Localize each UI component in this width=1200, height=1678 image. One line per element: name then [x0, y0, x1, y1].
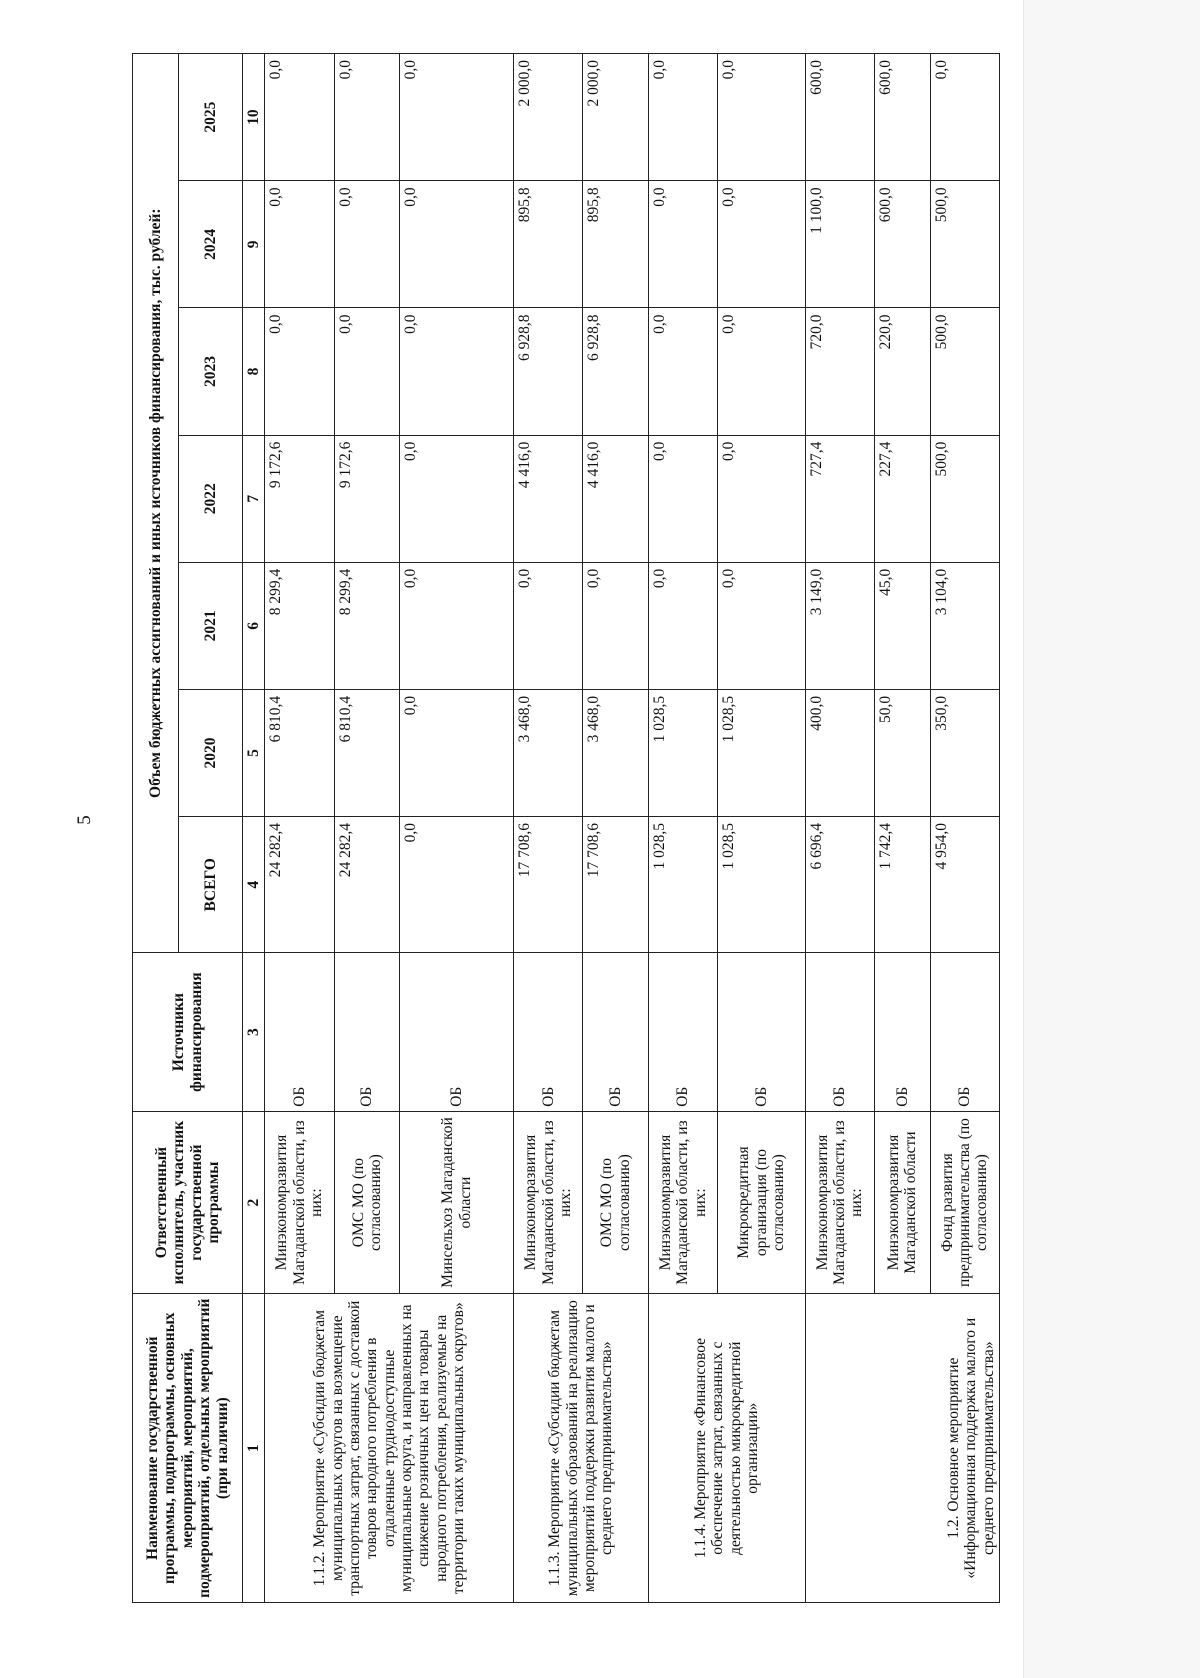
- column-number: 1: [243, 1294, 265, 1603]
- column-number: 4: [243, 817, 265, 953]
- value-cell: 17 708,6: [514, 817, 583, 953]
- value-cell: 4 416,0: [514, 435, 583, 562]
- value-cell: 0,0: [265, 308, 334, 435]
- value-cell: 0,0: [334, 308, 400, 435]
- column-number: 2: [243, 1111, 265, 1294]
- value-cell: 0,0: [400, 817, 514, 953]
- value-cell: 0,0: [265, 54, 334, 181]
- executor-cell: Минэкономразвития Магаданской области, из них:: [265, 1111, 334, 1294]
- value-cell: 1 100,0: [805, 181, 874, 308]
- value-cell: 227,4: [874, 435, 930, 562]
- value-cell: 6 810,4: [334, 689, 400, 816]
- header-executor: Ответственный исполнитель, участник государственной программы: [133, 1111, 243, 1294]
- header-year-2025: 2025: [179, 54, 243, 181]
- value-cell: 50,0: [874, 689, 930, 816]
- value-cell: 6 928,8: [514, 308, 583, 435]
- value-cell: 9 172,6: [334, 435, 400, 562]
- column-number: 9: [243, 181, 265, 308]
- value-cell: 500,0: [930, 435, 999, 562]
- value-cell: 600,0: [805, 54, 874, 181]
- table-row: [514, 54, 583, 1603]
- executor-cell: ОМС МО (по согласованию): [583, 1111, 649, 1294]
- value-cell: 600,0: [874, 181, 930, 308]
- value-cell: 0,0: [718, 54, 805, 181]
- column-number: 7: [243, 435, 265, 562]
- value-cell: 0,0: [648, 181, 717, 308]
- value-cell: 45,0: [874, 562, 930, 689]
- value-cell: 8 299,4: [334, 562, 400, 689]
- value-cell: 1 742,4: [874, 817, 930, 953]
- source-cell: ОБ: [805, 953, 874, 1111]
- measure-name: 1.1.3. Мероприятие «Субсидии бюджетам муниципальных образований на реализацию мероприятий поддержки развития малого и среднего предпринимательства»: [514, 1294, 649, 1603]
- page-edge-shadow: [1023, 0, 1200, 1678]
- value-cell: 6 928,8: [583, 308, 649, 435]
- column-number: 5: [243, 689, 265, 816]
- value-cell: 0,0: [648, 435, 717, 562]
- value-cell: 0,0: [718, 435, 805, 562]
- column-number: 10: [243, 54, 265, 181]
- value-cell: 0,0: [718, 308, 805, 435]
- header-total: ВСЕГО: [179, 817, 243, 953]
- value-cell: 0,0: [583, 562, 649, 689]
- value-cell: 220,0: [874, 308, 930, 435]
- value-cell: 0,0: [718, 181, 805, 308]
- header-volume: Объем бюджетных ассигнований и иных источников финансирования, тыс. рублей:: [133, 54, 179, 953]
- page-number: 5: [73, 815, 95, 825]
- measure-name: 1.1.2. Мероприятие «Субсидии бюджетам муниципальных округов на возмещение транспортных затрат, связанных с доставкой товаров народного потребления в отдаленные труднодоступные муниципальные округа, и направленных на снижение розничных цен на товары народного потребления, реализуемые на территории таких муниципальных округов»: [265, 1294, 514, 1603]
- table-row: [648, 54, 717, 1603]
- table-row: [265, 54, 334, 1603]
- executor-cell: Фонд развития предпринимательства (по согласованию): [930, 1111, 999, 1294]
- value-cell: 720,0: [805, 308, 874, 435]
- source-cell: ОБ: [400, 953, 514, 1111]
- value-cell: 3 468,0: [583, 689, 649, 816]
- value-cell: 6 696,4: [805, 817, 874, 953]
- executor-cell: Минэкономразвития Магаданской области, из них:: [805, 1111, 874, 1294]
- financing-table: [132, 53, 1000, 1603]
- value-cell: 1 028,5: [718, 817, 805, 953]
- value-cell: 0,0: [400, 562, 514, 689]
- rotated-table-container: [132, 53, 1000, 1603]
- source-cell: ОБ: [718, 953, 805, 1111]
- measure-name: 1.2. Основное мероприятие «Информационная поддержка малого и среднего предпринимательства»: [805, 1294, 999, 1603]
- value-cell: 0,0: [400, 54, 514, 181]
- value-cell: 0,0: [334, 181, 400, 308]
- value-cell: 0,0: [648, 562, 717, 689]
- value-cell: 500,0: [930, 181, 999, 308]
- value-cell: 350,0: [930, 689, 999, 816]
- value-cell: 0,0: [648, 308, 717, 435]
- header-source: Источники финансирования: [133, 953, 243, 1111]
- executor-cell: Микрокредитная организация (по согласованию): [718, 1111, 805, 1294]
- header-year-2020: 2020: [179, 689, 243, 816]
- executor-cell: Минэкономразвития Магаданской области: [874, 1111, 930, 1294]
- value-cell: 0,0: [265, 181, 334, 308]
- header-year-2023: 2023: [179, 308, 243, 435]
- source-cell: ОБ: [583, 953, 649, 1111]
- value-cell: 3 104,0: [930, 562, 999, 689]
- value-cell: 24 282,4: [334, 817, 400, 953]
- header-year-2024: 2024: [179, 181, 243, 308]
- value-cell: 3 468,0: [514, 689, 583, 816]
- value-cell: 6 810,4: [265, 689, 334, 816]
- value-cell: 727,4: [805, 435, 874, 562]
- value-cell: 1 028,5: [648, 817, 717, 953]
- value-cell: 17 708,6: [583, 817, 649, 953]
- value-cell: 0,0: [334, 54, 400, 181]
- value-cell: 4 954,0: [930, 817, 999, 953]
- column-number: 8: [243, 308, 265, 435]
- value-cell: 1 028,5: [648, 689, 717, 816]
- value-cell: 0,0: [514, 562, 583, 689]
- measure-name: 1.1.4. Мероприятие «Финансовое обеспечение затрат, связанных с деятельностью микрокредитной организации»: [648, 1294, 805, 1603]
- value-cell: 0,0: [400, 181, 514, 308]
- source-cell: ОБ: [265, 953, 334, 1111]
- column-number: 6: [243, 562, 265, 689]
- value-cell: 895,8: [514, 181, 583, 308]
- value-cell: 0,0: [400, 435, 514, 562]
- value-cell: 0,0: [648, 54, 717, 181]
- value-cell: 600,0: [874, 54, 930, 181]
- value-cell: 2 000,0: [583, 54, 649, 181]
- header-measure-name: Наименование государственной программы, подпрограммы, основных мероприятий, мероприятий, подмероприятий, отдельных мероприятий (при наличии): [133, 1294, 243, 1603]
- table-row: [805, 54, 874, 1603]
- value-cell: 9 172,6: [265, 435, 334, 562]
- value-cell: 0,0: [400, 689, 514, 816]
- source-cell: ОБ: [334, 953, 400, 1111]
- value-cell: 0,0: [718, 562, 805, 689]
- value-cell: 8 299,4: [265, 562, 334, 689]
- executor-cell: Минэкономразвития Магаданской области, из них:: [514, 1111, 583, 1294]
- executor-cell: Минэкономразвития Магаданской области, из них:: [648, 1111, 717, 1294]
- value-cell: 895,8: [583, 181, 649, 308]
- executor-cell: ОМС МО (по согласованию): [334, 1111, 400, 1294]
- source-cell: ОБ: [930, 953, 999, 1111]
- value-cell: 500,0: [930, 308, 999, 435]
- source-cell: ОБ: [648, 953, 717, 1111]
- value-cell: 0,0: [400, 308, 514, 435]
- header-year-2022: 2022: [179, 435, 243, 562]
- value-cell: 400,0: [805, 689, 874, 816]
- value-cell: 1 028,5: [718, 689, 805, 816]
- header-year-2021: 2021: [179, 562, 243, 689]
- value-cell: 4 416,0: [583, 435, 649, 562]
- value-cell: 3 149,0: [805, 562, 874, 689]
- source-cell: ОБ: [874, 953, 930, 1111]
- value-cell: 24 282,4: [265, 817, 334, 953]
- source-cell: ОБ: [514, 953, 583, 1111]
- column-number: 3: [243, 953, 265, 1111]
- value-cell: 2 000,0: [514, 54, 583, 181]
- value-cell: 0,0: [930, 54, 999, 181]
- executor-cell: Минсельхоз Магаданской области: [400, 1111, 514, 1294]
